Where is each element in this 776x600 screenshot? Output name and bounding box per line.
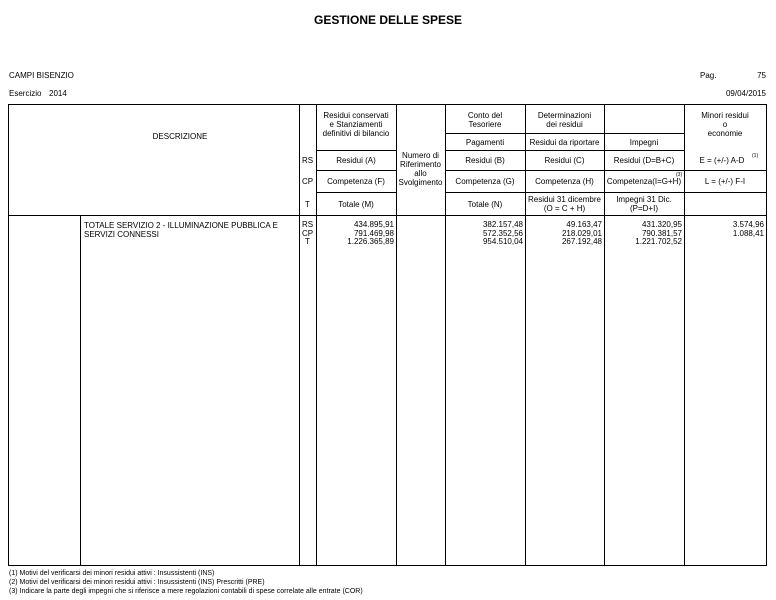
label-col-l: L = (+/-) F-I [704, 177, 746, 186]
row-col-a: 434.895,91 791.469,98 1.226.365,89 [347, 220, 394, 246]
footnote-2: (2) Motivi del verificarsi dei minori residui attivi : Insussistenti (INS) Prescritti (PRE) [9, 579, 265, 586]
footnotes [9, 569, 363, 596]
col-determinazioni: Determinazioni dei residui [537, 111, 592, 129]
label-residui-a: Residui (A) [336, 156, 376, 165]
year-value: 2014 [49, 89, 67, 98]
label-residui-31: Residui 31 dicembre (O = C + H) [528, 195, 601, 213]
col-descrizione: DESCRIZIONE [152, 132, 208, 141]
col-residui-conservati: Residui conservati e Stanziamenti definitivi di bilancio [322, 111, 390, 138]
row-col-d: 431.320,95 790.381,57 1.221.702,52 [635, 220, 682, 246]
label-competenza-h: Competenza (H) [535, 177, 594, 186]
row-description: TOTALE SERVIZIO 2 - ILLUMINAZIONE PUBBLICA E SERVIZI CONNESSI [84, 221, 278, 239]
page-title: GESTIONE DELLE SPESE [313, 13, 463, 27]
footnote-ref-i: (3) [676, 172, 683, 178]
label-totale-m: Totale (M) [338, 200, 374, 209]
col-minori-residui: Minori residui o economie [701, 111, 749, 138]
label-residui-b: Residui (B) [465, 156, 505, 165]
label-col-e: E = (+/-) A-D [699, 156, 745, 165]
footnote-1: (1) Motivi del verificarsi dei minori residui attivi : Insussistenti (INS) [9, 570, 215, 577]
page-number: 75 [757, 71, 766, 80]
label-residui-d: Residui (D=B+C) [613, 156, 675, 165]
entity-name: CAMPI BISENZIO [9, 71, 74, 80]
label-competenza-f: Competenza (F) [327, 177, 385, 186]
col-numero-riferimento: Numero di Riferimento allo Svolgimento [398, 151, 443, 187]
row-col-b: 382.157,48 572.352,56 954.510,04 [482, 220, 523, 246]
col-pagamenti: Pagamenti [465, 138, 505, 147]
label-competenza-i: Competenza(I=G+H) [606, 177, 682, 186]
footnote-3: (3) Indicare la parte degli impegni che si riferisce a mere regolazioni contabili di spese correlate alle entrate (COR) [9, 588, 363, 595]
label-totale-n: Totale (N) [467, 200, 503, 209]
footnote-ref-e: (1) [752, 153, 759, 159]
label-t: T [305, 200, 310, 209]
label-residui-c: Residui (C) [544, 156, 585, 165]
col-residui-da-riportare: Residui da riportare [529, 138, 600, 147]
label-competenza-g: Competenza (G) [455, 177, 515, 186]
col-impegni: Impegni [629, 138, 659, 147]
label-rs: RS [301, 156, 314, 165]
row-col-e: 3.574,96 1.088,41 [732, 220, 764, 238]
report-date: 09/04/2015 [725, 89, 766, 98]
col-conto-tesoriere: Conto del Tesoriere [467, 111, 503, 129]
row-codes: RS CP T [301, 220, 314, 246]
year-label: Esercizio [9, 89, 42, 98]
page-label: Pag. [700, 71, 717, 80]
label-impegni-31: Impegni 31 Dic. (P=D+I) [616, 195, 672, 213]
label-cp: CP [301, 177, 314, 186]
row-col-c: 49.163,47 218.029,01 267.192,48 [561, 220, 602, 246]
